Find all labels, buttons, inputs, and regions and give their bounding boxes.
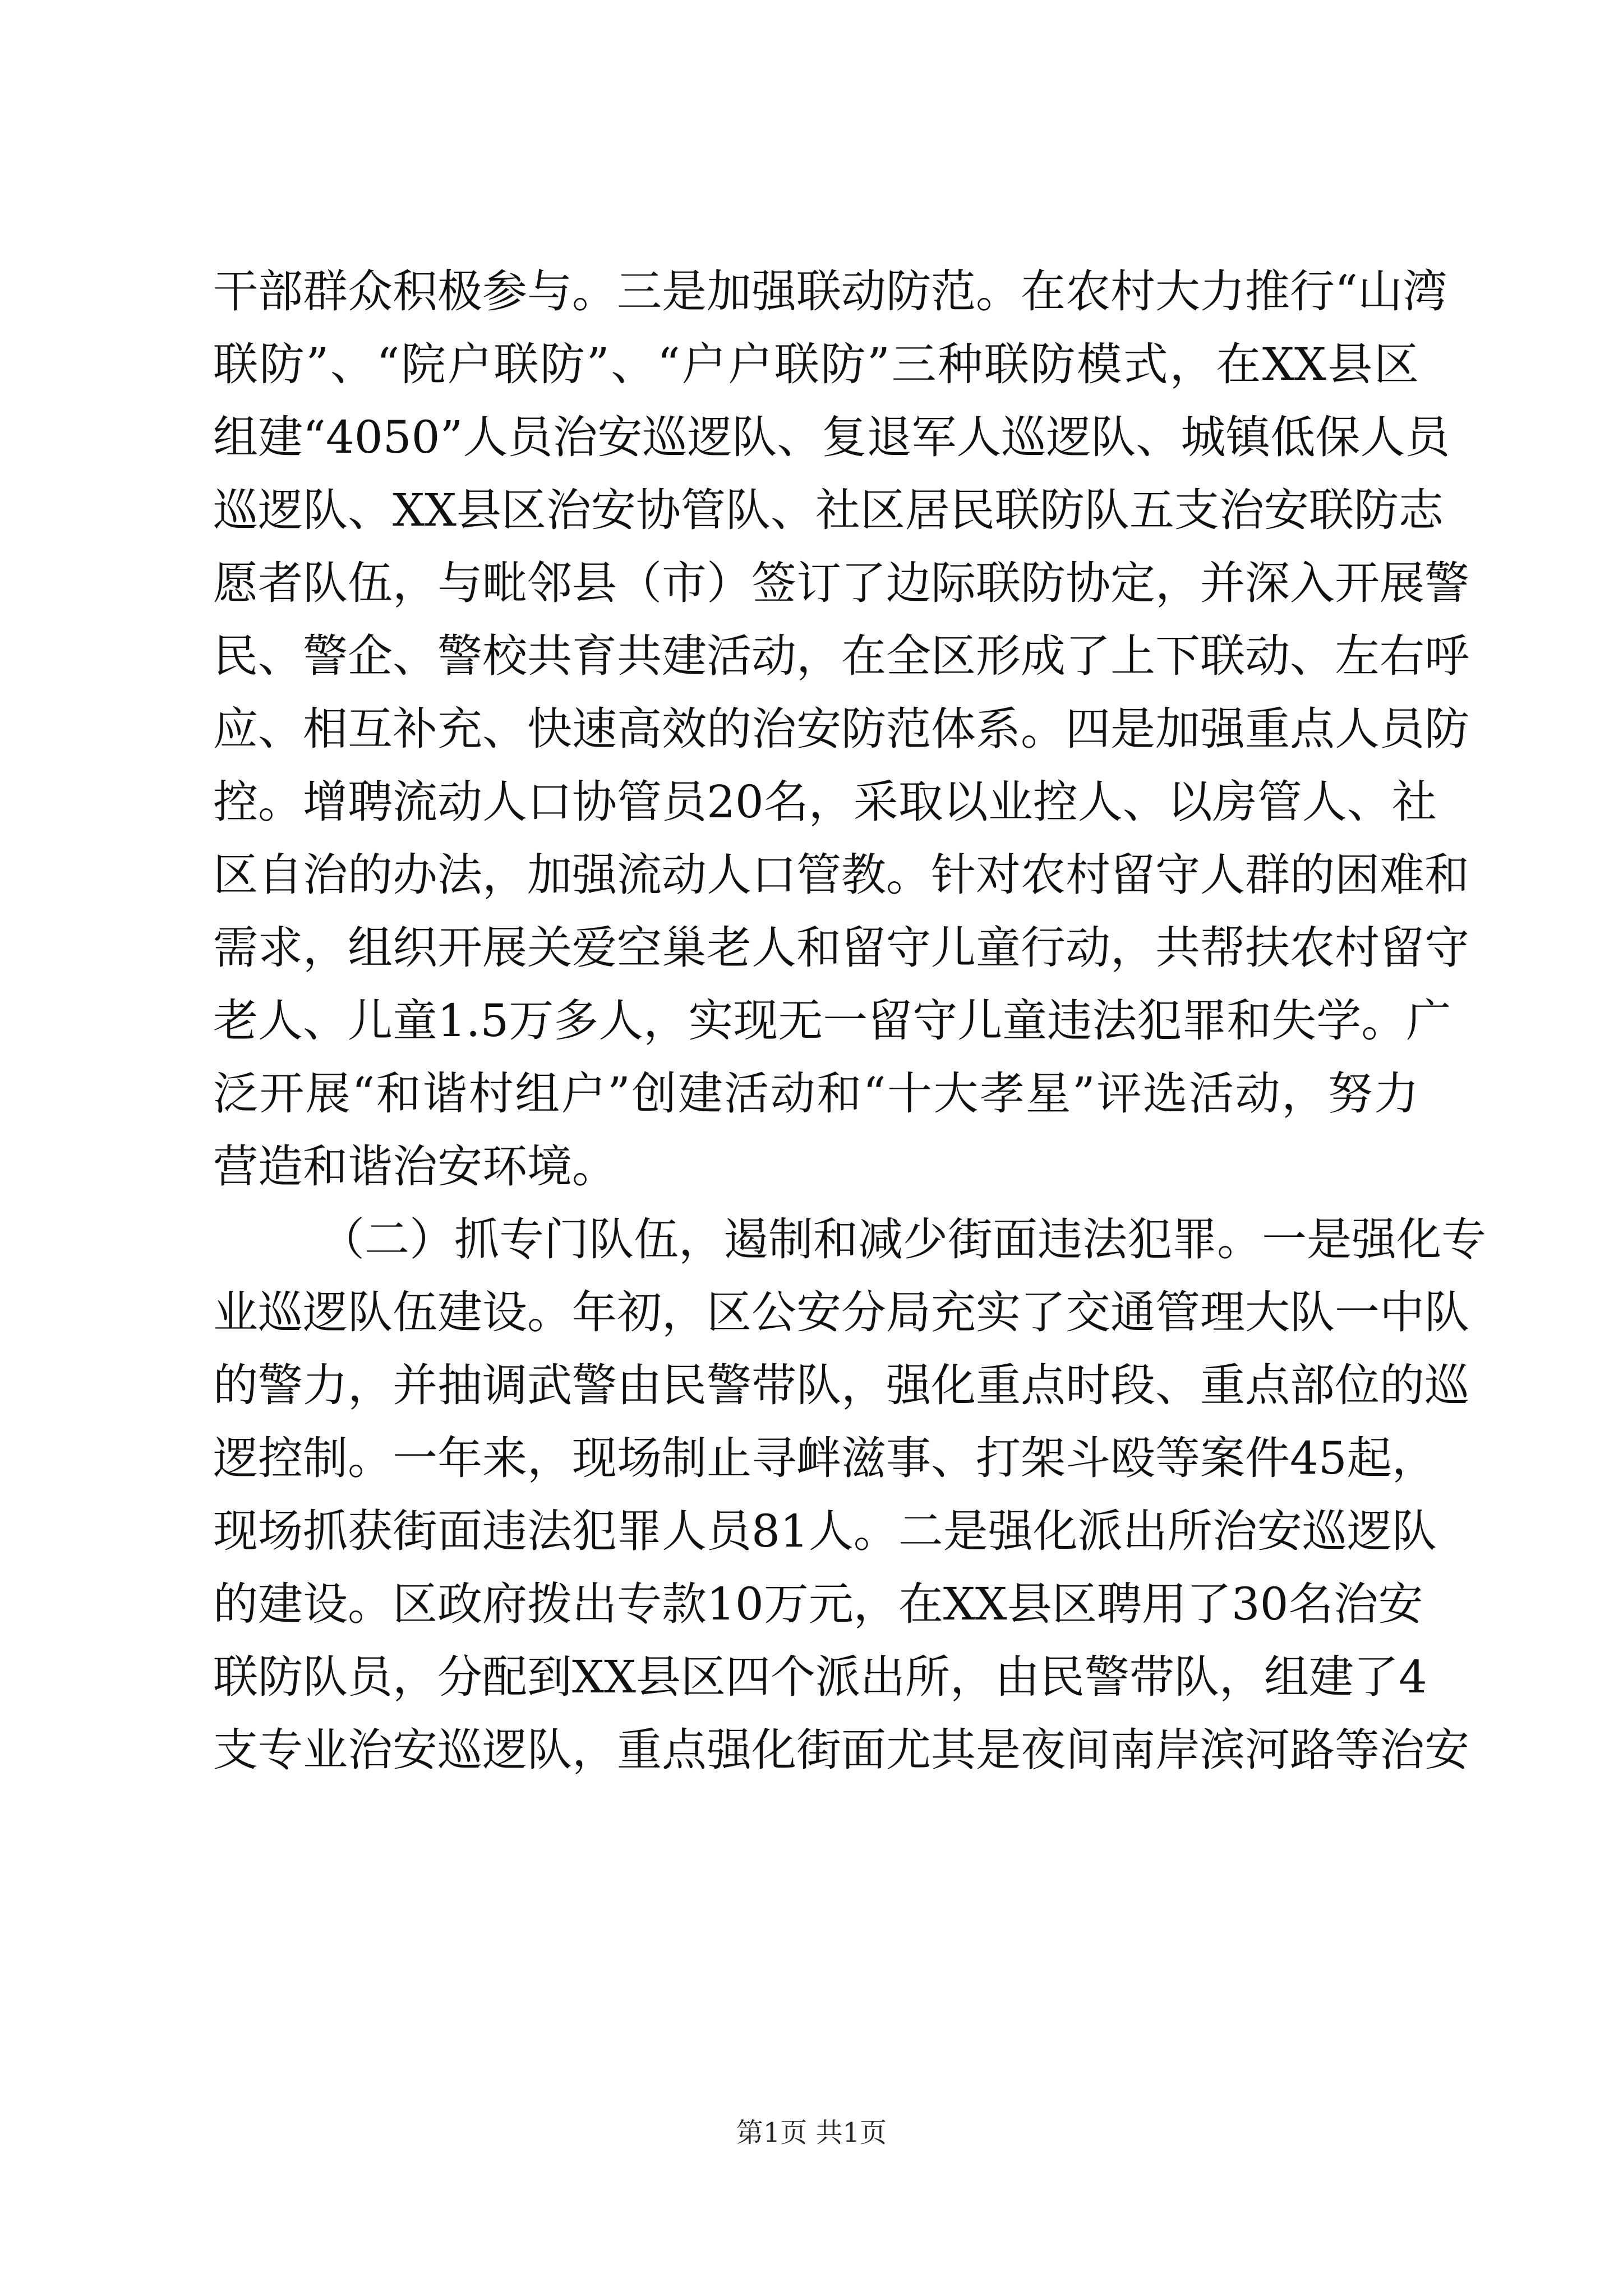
paragraph [213, 1203, 1486, 1787]
text-line: 应、相互补充、快速高效的治安防范体系。四是加强重点人员防 [213, 703, 1469, 755]
text-line: 逻控制。一年来，现场制止寻衅滋事、打架斗殴等案件45起， [213, 1432, 1437, 1484]
paragraph [213, 255, 1469, 1203]
text-line: 组建“4050”人员治安巡逻队、复退军人巡逻队、城镇低保人员 [213, 411, 1450, 463]
text-line: 老人、儿童1.5万多人，实现无一留守儿童违法犯罪和失学。广 [213, 995, 1451, 1047]
text-line: 区自治的办法，加强流动人口管教。针对农村留守人群的困难和 [213, 849, 1469, 901]
page-footer: 第1页 共1页 [736, 2117, 887, 2148]
text-line: 愿者队伍，与毗邻县（市）签订了边际联防协定，并深入开展警 [213, 557, 1469, 609]
text-line: 支专业治安巡逻队，重点强化街面尤其是夜间南岸滨河路等治安 [213, 1724, 1469, 1776]
text-line: 泛开展“和谐村组户”创建活动和“十大孝星”评选活动，努力 [213, 1068, 1419, 1120]
text-line: 业巡逻队伍建设。年初，区公安分局充实了交通管理大队一中队 [213, 1286, 1469, 1338]
text-line: 现场抓获街面违法犯罪人员81人。二是强化派出所治安巡逻队 [213, 1505, 1437, 1557]
text-line: 民、警企、警校共育共建活动，在全区形成了上下联动、左右呼 [213, 630, 1469, 682]
text-line: 的警力，并抽调武警由民警带队，强化重点时段、重点部位的巡 [213, 1359, 1469, 1411]
text-line: 营造和谐治安环境。 [213, 1140, 617, 1193]
text-line: （二）抓专门队伍，遏制和减少街面违法犯罪。一是强化专 [320, 1213, 1486, 1266]
text-line: 干部群众积极参与。三是加强联动防范。在农村大力推行“山湾 [213, 265, 1447, 318]
text-line: 需求，组织开展关爱空巢老人和留守儿童行动，共帮扶农村留守 [213, 922, 1469, 974]
text-line: 巡逻队、XX县区治安协管队、社区居民联防队五支治安联防志 [213, 484, 1444, 536]
text-line: 控。增聘流动人口协管员20名，采取以业控人、以房管人、社 [213, 776, 1437, 828]
text-line: 联防”、“院户联防”、“户户联防”三种联防模式，在XX县区 [213, 338, 1419, 390]
text-line: 联防队员，分配到XX县区四个派出所，由民警带队，组建了4 [213, 1651, 1427, 1703]
body-text [213, 255, 1486, 1787]
text-line: 的建设。区政府拨出专款10万元，在XX县区聘用了30名治安 [213, 1578, 1423, 1630]
